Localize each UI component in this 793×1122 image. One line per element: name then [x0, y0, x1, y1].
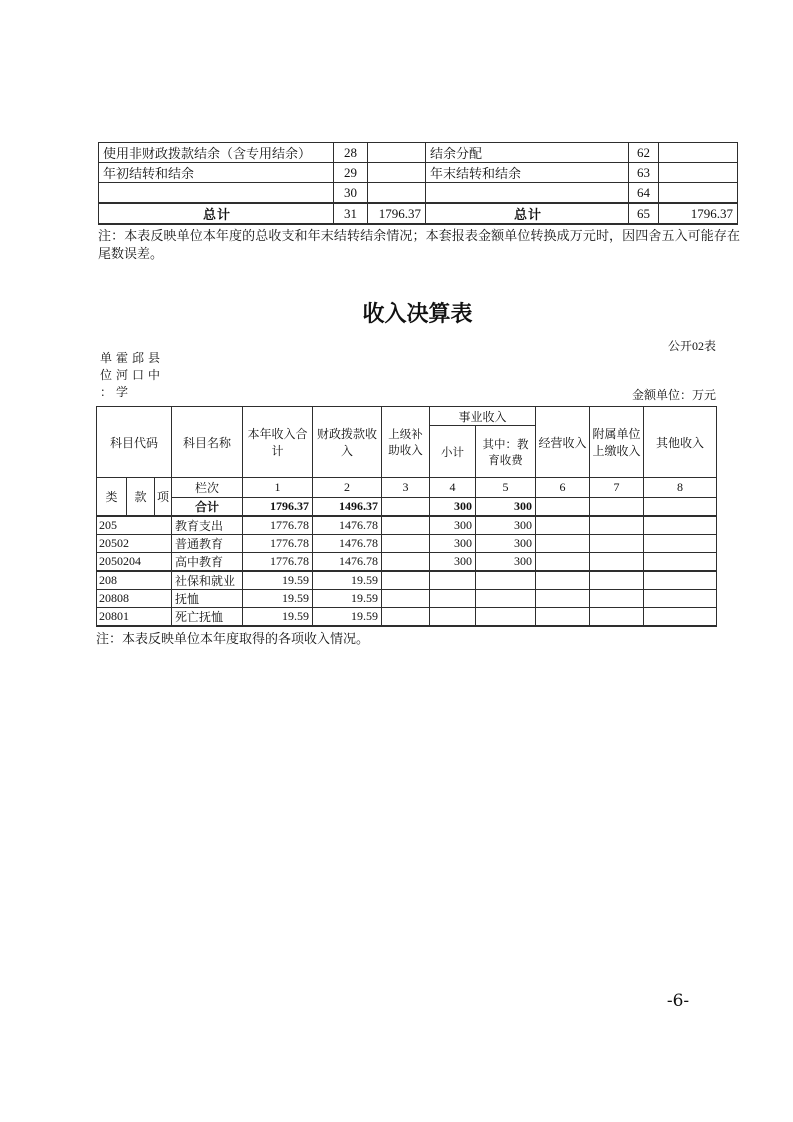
subject-code-cell: 2050204: [97, 553, 172, 572]
summary-right-label: [426, 183, 629, 204]
column-number: 5: [476, 478, 536, 498]
value-cell: [536, 608, 590, 627]
summary-left-lineno: 30: [334, 183, 368, 204]
value-cell: 19.59: [243, 590, 313, 608]
table-row: [97, 608, 717, 627]
value-cell: [644, 608, 717, 627]
subject-code-cell: 205: [97, 516, 172, 535]
value-cell: 300: [476, 553, 536, 572]
value-cell: [382, 608, 430, 627]
header-subject-name: 科目名称: [172, 407, 243, 478]
total-cell: [382, 498, 430, 517]
column-number: 1: [243, 478, 313, 498]
value-cell: [536, 590, 590, 608]
value-cell: [476, 571, 536, 590]
header-business-income-group: 事业收入: [430, 407, 536, 426]
value-cell: [382, 535, 430, 553]
income-table-title: 收入决算表: [362, 301, 473, 326]
value-cell: [476, 590, 536, 608]
value-cell: [590, 516, 644, 535]
value-cell: [430, 590, 476, 608]
value-cell: 1776.78: [243, 553, 313, 572]
total-cell: 1796.37: [243, 498, 313, 517]
value-cell: 19.59: [313, 571, 382, 590]
summary-left-lineno: 31: [334, 203, 368, 224]
summary-left-value: [368, 183, 426, 204]
header-lanci: 栏次: [172, 478, 243, 498]
header-affiliate-remit-income: 附属单位上缴收入: [590, 407, 644, 478]
value-cell: 300: [430, 553, 476, 572]
amount-unit-label: 金额单位：万元: [631, 388, 716, 402]
summary-right-lineno: 65: [629, 203, 659, 224]
table-row: [97, 553, 717, 572]
subject-name-cell: 普通教育: [172, 535, 243, 553]
header-operating-income: 经营收入: [536, 407, 590, 478]
value-cell: [536, 553, 590, 572]
value-cell: [644, 553, 717, 572]
summary-left-label: 使用非财政拨款结余（含专用结余）: [99, 143, 334, 163]
header-total-income: 本年收入合计: [243, 407, 313, 478]
column-number: 6: [536, 478, 590, 498]
summary-left-label: [99, 183, 334, 204]
value-cell: [644, 571, 717, 590]
value-cell: 19.59: [243, 571, 313, 590]
value-cell: [590, 608, 644, 627]
page-number: -6-: [666, 991, 690, 1011]
header-superior-subsidy-income: 上级补助收入: [382, 407, 430, 478]
subject-code-cell: 20808: [97, 590, 172, 608]
unit-name-line: ：学: [100, 385, 133, 399]
summary-note: 注：本表反映单位本年度的总收支和年末结转结余情况；本套报表金额单位转换成万元时，因四舍五入可能存在尾数误差。: [98, 228, 740, 262]
total-cell: 300: [476, 498, 536, 517]
value-cell: 300: [476, 535, 536, 553]
summary-total-value: 1796.37: [659, 203, 738, 224]
summary-total-label: 总计: [99, 203, 334, 224]
total-cell: [644, 498, 717, 517]
value-cell: 19.59: [313, 590, 382, 608]
value-cell: 300: [430, 516, 476, 535]
value-cell: 1776.78: [243, 516, 313, 535]
summary-left-label: 年初结转和结余: [99, 163, 334, 183]
unit-name-line: 位河口中: [100, 368, 165, 382]
income-table: [96, 406, 717, 627]
subject-name-cell: 教育支出: [172, 516, 243, 535]
header-code-section: 款: [127, 478, 155, 517]
value-cell: [536, 535, 590, 553]
total-cell: [536, 498, 590, 517]
summary-right-label: 年末结转和结余: [426, 163, 629, 183]
value-cell: [382, 571, 430, 590]
value-cell: 300: [430, 535, 476, 553]
value-cell: 300: [476, 516, 536, 535]
value-cell: 19.59: [243, 608, 313, 627]
summary-table: [98, 142, 738, 225]
value-cell: [590, 535, 644, 553]
value-cell: [430, 571, 476, 590]
subject-code-cell: 20801: [97, 608, 172, 627]
summary-total-label: 总计: [426, 203, 629, 224]
column-number: 8: [644, 478, 717, 498]
subject-code-cell: 208: [97, 571, 172, 590]
summary-right-lineno: 64: [629, 183, 659, 204]
header-subject-code: 科目代码: [97, 407, 172, 478]
summary-left-value: [368, 143, 426, 163]
summary-total-value: 1796.37: [368, 203, 426, 224]
value-cell: [382, 516, 430, 535]
subject-code-cell: 20502: [97, 535, 172, 553]
column-number: 7: [590, 478, 644, 498]
value-cell: [430, 608, 476, 627]
column-number: 4: [430, 478, 476, 498]
value-cell: 1476.78: [313, 516, 382, 535]
summary-total-row: [99, 203, 738, 224]
table-row: [97, 516, 717, 535]
income-header-row-1: [97, 407, 717, 426]
column-number: 2: [313, 478, 382, 498]
summary-left-value: [368, 163, 426, 183]
total-cell: [590, 498, 644, 517]
value-cell: 1476.78: [313, 553, 382, 572]
value-cell: [536, 516, 590, 535]
header-code-class: 类: [97, 478, 127, 517]
header-fiscal-grant-income: 财政拨款收入: [313, 407, 382, 478]
subject-name-cell: 高中教育: [172, 553, 243, 572]
summary-row: [99, 183, 738, 204]
value-cell: [382, 553, 430, 572]
summary-row: [99, 143, 738, 163]
column-number: 3: [382, 478, 430, 498]
value-cell: [590, 553, 644, 572]
value-cell: [590, 571, 644, 590]
value-cell: [476, 608, 536, 627]
header-education-fee: 其中：教育收费: [476, 426, 536, 478]
header-other-income: 其他收入: [644, 407, 717, 478]
value-cell: 19.59: [313, 608, 382, 627]
total-cell: 1496.37: [313, 498, 382, 517]
value-cell: [590, 590, 644, 608]
summary-right-value: [659, 143, 738, 163]
value-cell: [644, 535, 717, 553]
value-cell: 1776.78: [243, 535, 313, 553]
table-row: [97, 571, 717, 590]
summary-right-label: 结余分配: [426, 143, 629, 163]
header-code-item: 项: [155, 478, 172, 517]
summary-row: [99, 163, 738, 183]
value-cell: [644, 590, 717, 608]
summary-right-lineno: 63: [629, 163, 659, 183]
income-note: 注：本表反映单位本年度取得的各项收入情况。: [96, 631, 370, 646]
unit-name-line: 单霍邱县: [100, 351, 165, 365]
header-business-subtotal: 小计: [430, 426, 476, 478]
summary-left-lineno: 29: [334, 163, 368, 183]
subject-name-cell: 抚恤: [172, 590, 243, 608]
subject-name-cell: 死亡抚恤: [172, 608, 243, 627]
summary-right-value: [659, 163, 738, 183]
value-cell: [382, 590, 430, 608]
column-number-row: [97, 478, 717, 498]
subject-name-cell: 社保和就业: [172, 571, 243, 590]
grand-total-label: 合计: [172, 498, 243, 517]
table-row: [97, 590, 717, 608]
summary-right-lineno: 62: [629, 143, 659, 163]
summary-left-lineno: 28: [334, 143, 368, 163]
value-cell: 1476.78: [313, 535, 382, 553]
total-cell: 300: [430, 498, 476, 517]
grand-total-row: [97, 498, 717, 517]
value-cell: [536, 571, 590, 590]
table-row: [97, 535, 717, 553]
summary-right-value: [659, 183, 738, 204]
form-code-label: 公开02表: [667, 339, 716, 353]
value-cell: [644, 516, 717, 535]
